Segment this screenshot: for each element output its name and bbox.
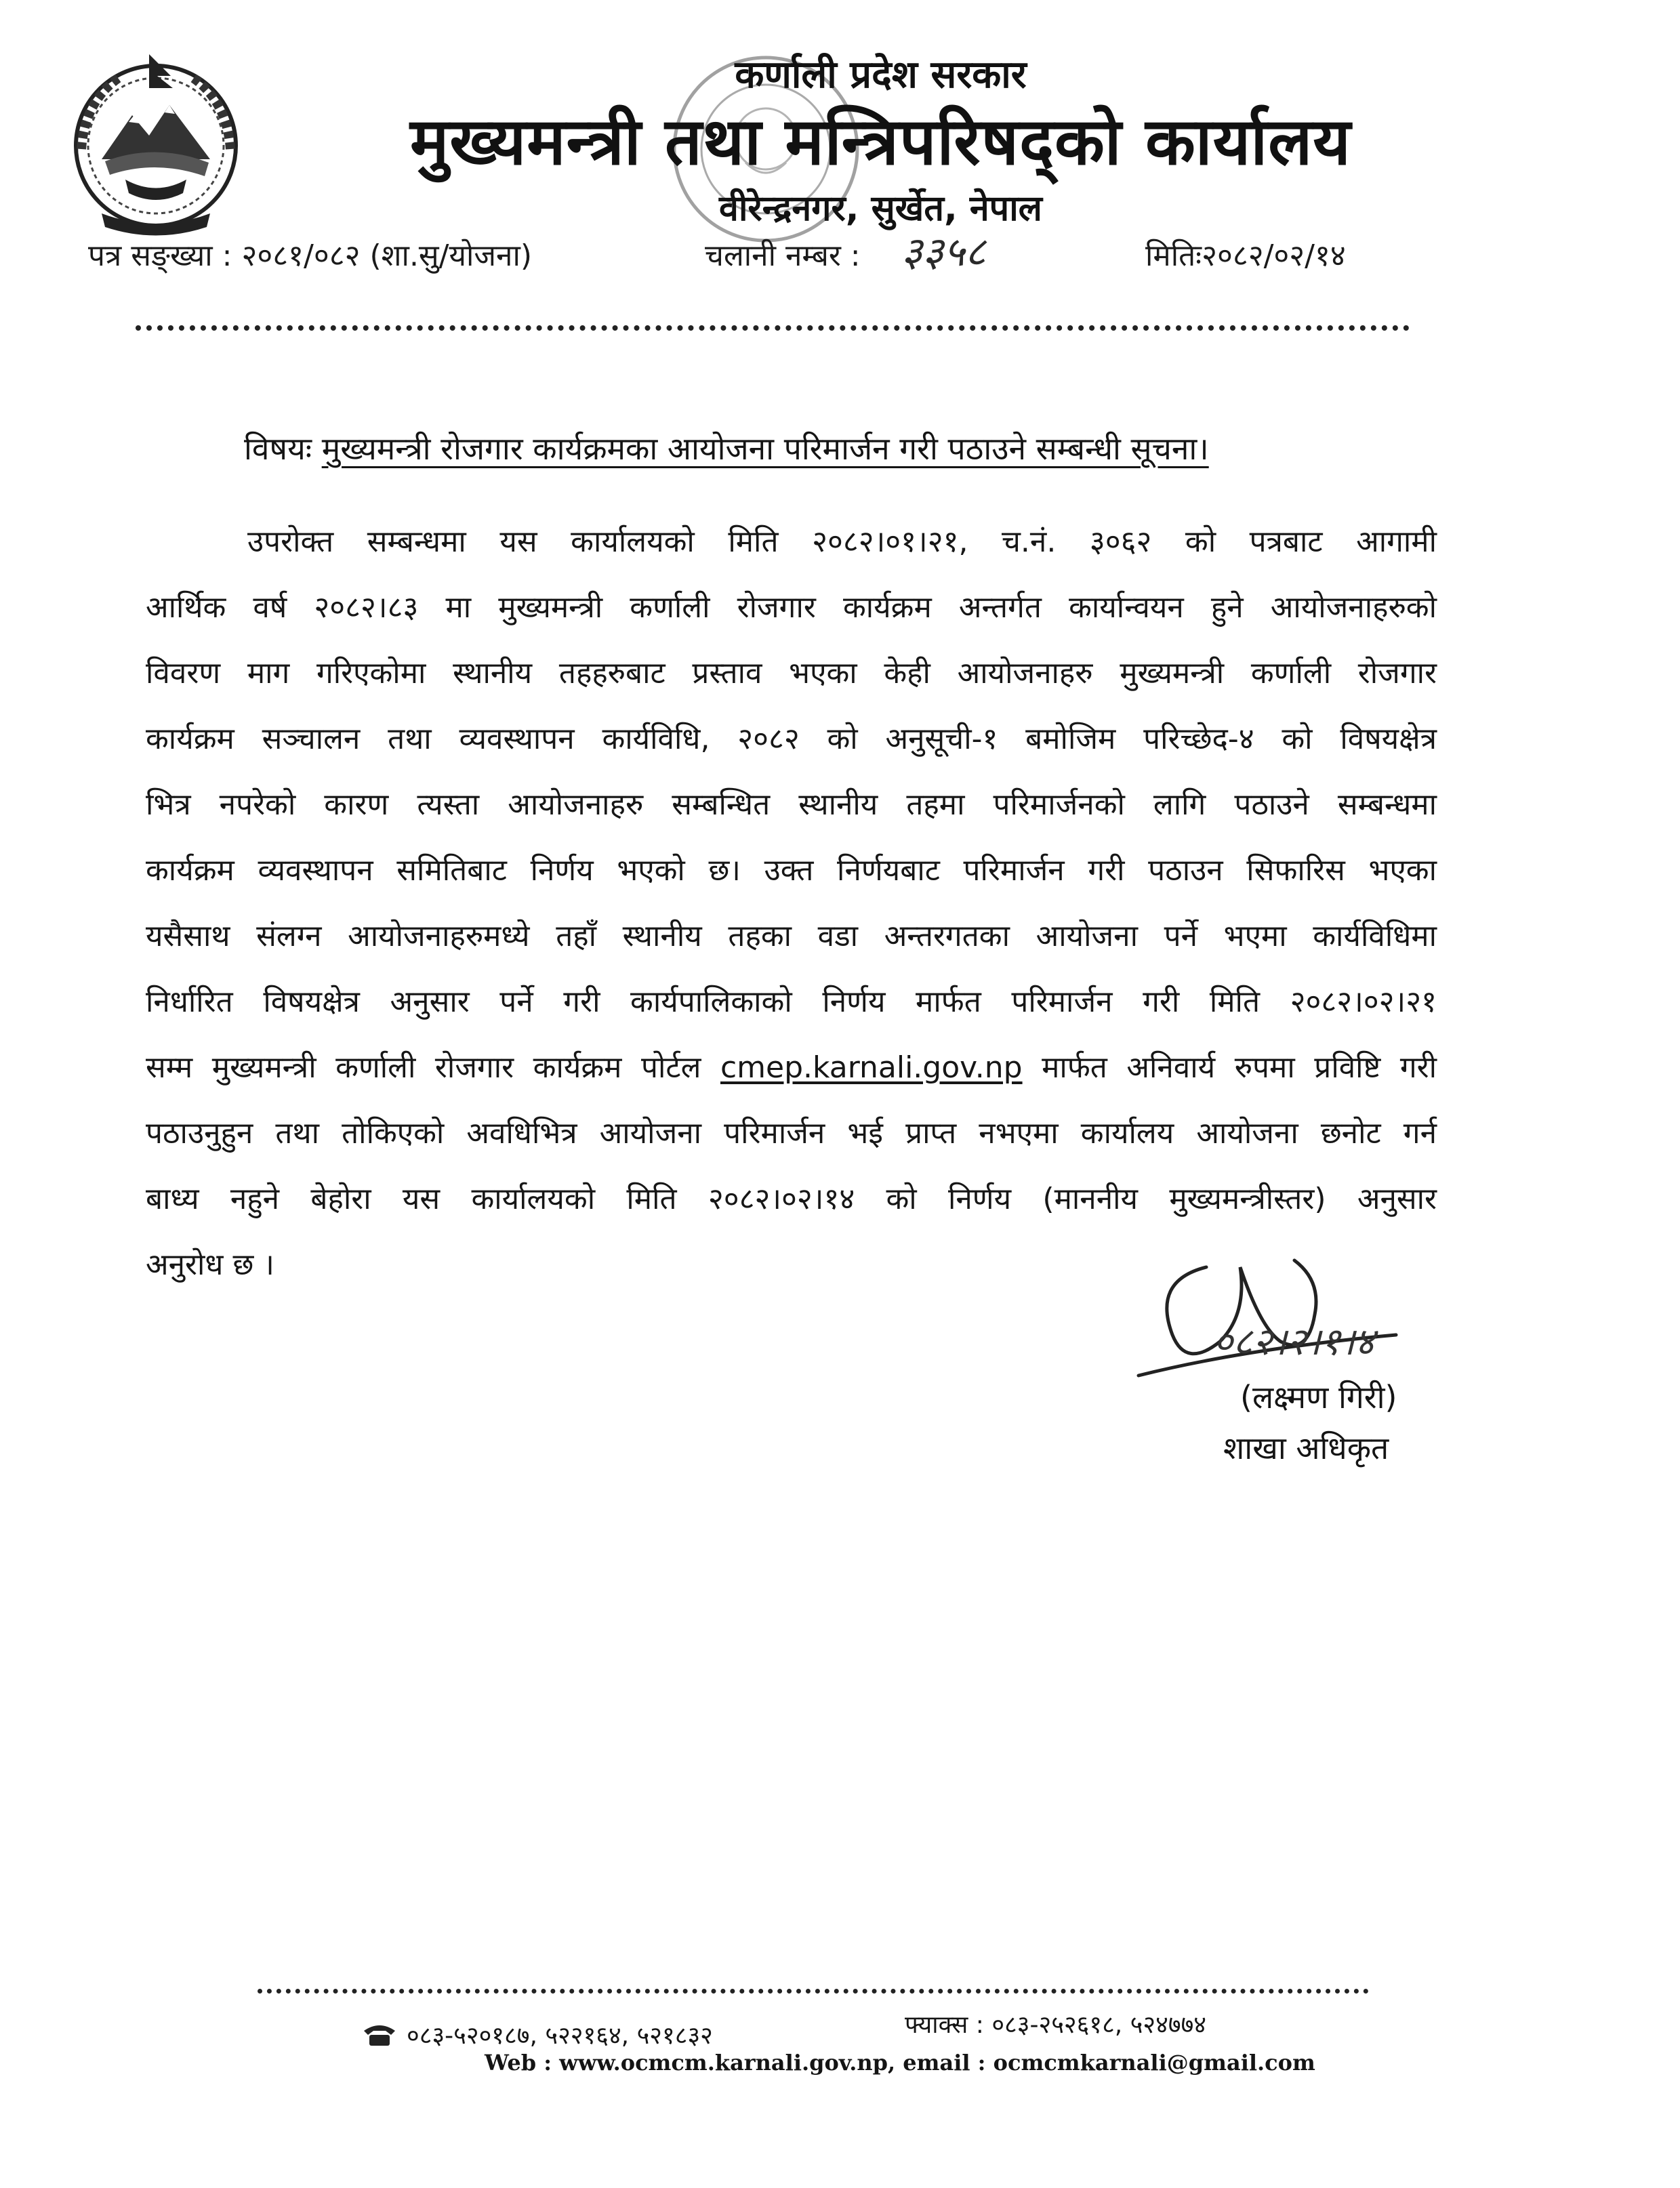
- portal-link[interactable]: cmep.karnali.gov.np: [720, 1050, 1023, 1085]
- body-line: पठाउनुहुन तथा तोकिएको अवधिभित्र आयोजना परिमार्जन भई प्राप्त नभएमा कार्यालय आयोजना छनोट गर्न: [146, 1116, 1437, 1151]
- footer-web-email: Web : www.ocmcm.karnali.gov.np, email : ocmcmkarnali@gmail.com: [485, 2050, 1315, 2076]
- header-divider: [136, 325, 1410, 331]
- letter-number: पत्र सङ्ख्या : २०८१/०८२ (शा.सु/योजना): [88, 239, 533, 273]
- body-line: कार्यक्रम व्यवस्थापन समितिबाट निर्णय भएको छ। उक्त निर्णयबाट परिमार्जन गरी पठाउन सिफारिस भएका: [146, 853, 1437, 888]
- footer-fax: फ्याक्स : ०८३-२५२६१८, ५२४७७४: [905, 2011, 1207, 2039]
- body-line: विवरण माग गरिएकोमा स्थानीय तहहरुबाट प्रस्ताव भएका केही आयोजनाहरु मुख्यमन्त्री कर्णाली रोजगार: [146, 656, 1437, 690]
- subject-label: विषयः: [244, 430, 312, 467]
- signatory-title: शाखा अधिकृत: [1223, 1430, 1389, 1466]
- signatory-name: (लक्ष्मण गिरी): [1240, 1379, 1397, 1416]
- subject-text: मुख्यमन्त्री रोजगार कार्यक्रमका आयोजना परिमार्जन गरी पठाउने सम्बन्धी सूचना।: [321, 430, 1209, 467]
- dispatch-number-label: चलानी नम्बर :: [705, 239, 861, 273]
- telephone-icon: [363, 2023, 396, 2047]
- body-text: सम्म मुख्यमन्त्री कर्णाली रोजगार कार्यक्रम पोर्टल: [146, 1050, 701, 1085]
- office-name: मुख्यमन्त्री तथा मन्त्रिपरिषद्को कार्यालय: [410, 104, 1351, 180]
- footer-divider: [258, 1989, 1369, 1994]
- letter-date: मितिः२०८२/०२/१४: [1145, 239, 1346, 273]
- office-address: वीरेन्द्रनगर, सुर्खेत, नेपाल: [719, 188, 1042, 229]
- body-line: कार्यक्रम सञ्चालन तथा व्यवस्थापन कार्यविधि, २०८२ को अनुसूची-१ बमोजिम परिच्छेद-४ को विषयक्षेत्र: [146, 722, 1437, 756]
- body-text: मार्फत अनिवार्य रुपमा प्रविष्टि गरी: [1042, 1050, 1437, 1085]
- body-line: [146, 1048, 1437, 1088]
- body-line: यसैसाथ संलग्न आयोजनाहरुमध्ये तहाँ स्थानीय तहका वडा अन्तरगतका आयोजना पर्ने भएमा कार्यविधिमा: [146, 919, 1437, 953]
- body-line: निर्धारित विषयक्षेत्र अनुसार पर्ने गरी कार्यपालिकाको निर्णय मार्फत परिमार्जन गरी मिति २०८२।०२।२१: [146, 985, 1437, 1019]
- body-line: अनुरोध छ ।: [146, 1247, 274, 1282]
- body-line: आर्थिक वर्ष २०८२।८३ मा मुख्यमन्त्री कर्णाली रोजगार कार्यक्रम अन्तर्गत कार्यान्वयन हुने आयोजनाहरुको: [146, 590, 1437, 625]
- footer-phone: ०८३-५२०१८७, ५२२१६४, ५२१८३२: [407, 2022, 713, 2050]
- government-name: कर्णाली प्रदेश सरकार: [735, 53, 1027, 97]
- body-line: उपरोक्त सम्बन्धमा यस कार्यालयको मिति २०८२।०१।२१, च.नं. ३०६२ को पत्रबाट आगामी: [247, 524, 1437, 559]
- signature-date: ०८२।२।१।४: [1213, 1320, 1375, 1364]
- dispatch-number-handwritten: ३३५८: [901, 228, 986, 276]
- body-line: बाध्य नहुने बेहोरा यस कार्यालयको मिति २०८२।०२।१४ को निर्णय (माननीय मुख्यमन्त्रीस्तर) अनुसार: [146, 1182, 1437, 1216]
- subject-line: [244, 427, 1209, 469]
- body-line: भित्र नपरेको कारण त्यस्ता आयोजनाहरु सम्बन्धित स्थानीय तहमा परिमार्जनको लागि पठाउने सम्बन्धमा: [146, 787, 1437, 822]
